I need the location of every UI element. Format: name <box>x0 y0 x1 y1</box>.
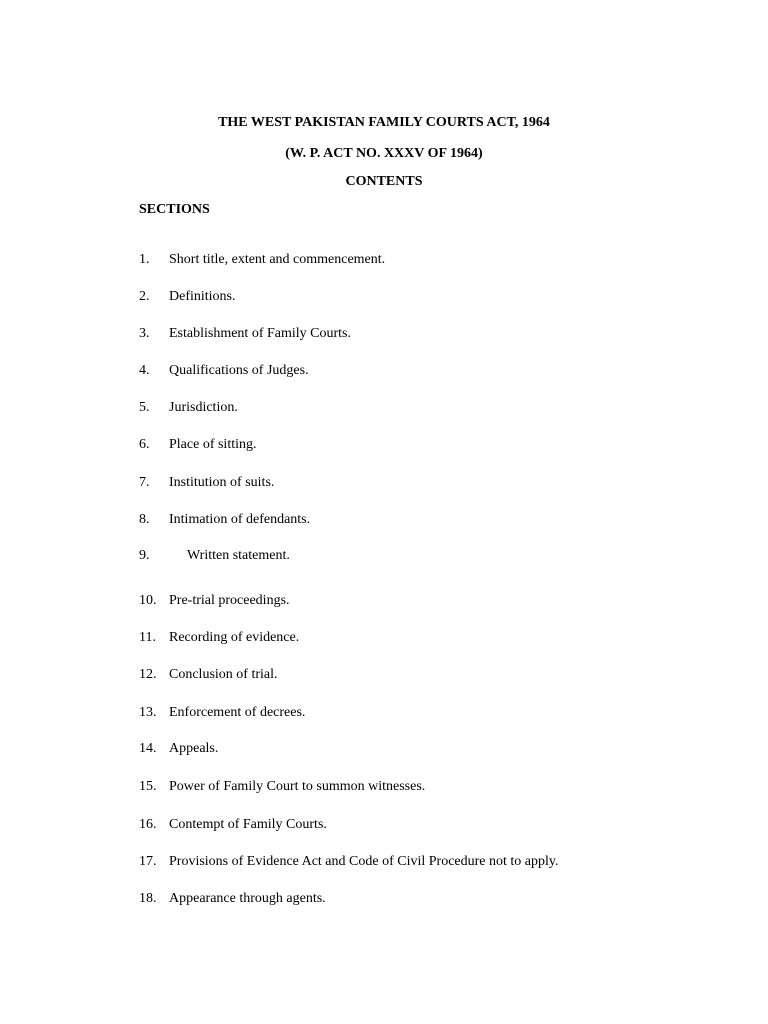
section-number: 9. <box>139 548 150 563</box>
section-number: 17. <box>139 854 157 869</box>
section-number: 6. <box>139 437 150 452</box>
section-item <box>0 593 768 613</box>
section-item <box>0 363 768 383</box>
section-number: 1. <box>139 252 150 267</box>
document-title: THE WEST PAKISTAN FAMILY COURTS ACT, 1964 <box>218 115 550 130</box>
section-number: 12. <box>139 667 157 682</box>
section-number: 2. <box>139 289 150 304</box>
document-subtitle: (W. P. ACT NO. XXXV OF 1964) <box>285 146 483 161</box>
section-number: 14. <box>139 741 157 756</box>
section-number: 13. <box>139 705 157 720</box>
section-item <box>0 817 768 837</box>
section-number: 11. <box>139 630 156 645</box>
section-item <box>0 252 768 272</box>
section-number: 18. <box>139 891 157 906</box>
section-item <box>0 475 768 495</box>
section-item <box>0 630 768 650</box>
section-title: Institution of suits. <box>169 475 275 490</box>
section-title: Place of sitting. <box>169 437 257 452</box>
section-title: Provisions of Evidence Act and Code of Civil Procedure not to apply. <box>169 854 559 869</box>
section-title: Power of Family Court to summon witnesses. <box>169 779 426 794</box>
section-title: Jurisdiction. <box>169 400 238 415</box>
contents-heading: CONTENTS <box>345 174 423 189</box>
section-item <box>0 437 768 457</box>
section-title: Appeals. <box>169 741 219 756</box>
section-number: 5. <box>139 400 150 415</box>
section-number: 15. <box>139 779 157 794</box>
section-title: Intimation of defendants. <box>169 512 311 527</box>
section-title: Appearance through agents. <box>169 891 326 906</box>
section-title: Enforcement of decrees. <box>169 705 306 720</box>
section-number: 4. <box>139 363 150 378</box>
section-title: Qualifications of Judges. <box>169 363 309 378</box>
section-number: 7. <box>139 475 150 490</box>
section-number: 3. <box>139 326 150 341</box>
section-item <box>0 400 768 420</box>
section-title: Definitions. <box>169 289 236 304</box>
section-item <box>0 854 768 874</box>
section-title: Contempt of Family Courts. <box>169 817 327 832</box>
section-title: Conclusion of trial. <box>169 667 278 682</box>
section-item <box>0 512 768 532</box>
section-title: Recording of evidence. <box>169 630 300 645</box>
section-item <box>0 667 768 687</box>
section-item <box>0 779 768 799</box>
section-number: 8. <box>139 512 150 527</box>
section-title: Pre-trial proceedings. <box>169 593 290 608</box>
section-item <box>0 548 768 568</box>
section-title: Establishment of Family Courts. <box>169 326 351 341</box>
section-title: Short title, extent and commencement. <box>169 252 386 267</box>
section-item <box>0 289 768 309</box>
section-item <box>0 326 768 346</box>
section-item <box>0 891 768 911</box>
section-item <box>0 741 768 761</box>
section-number: 16. <box>139 817 157 832</box>
sections-heading: SECTIONS <box>139 202 210 217</box>
section-number: 10. <box>139 593 157 608</box>
section-item <box>0 705 768 725</box>
section-title: Written statement. <box>187 548 290 563</box>
